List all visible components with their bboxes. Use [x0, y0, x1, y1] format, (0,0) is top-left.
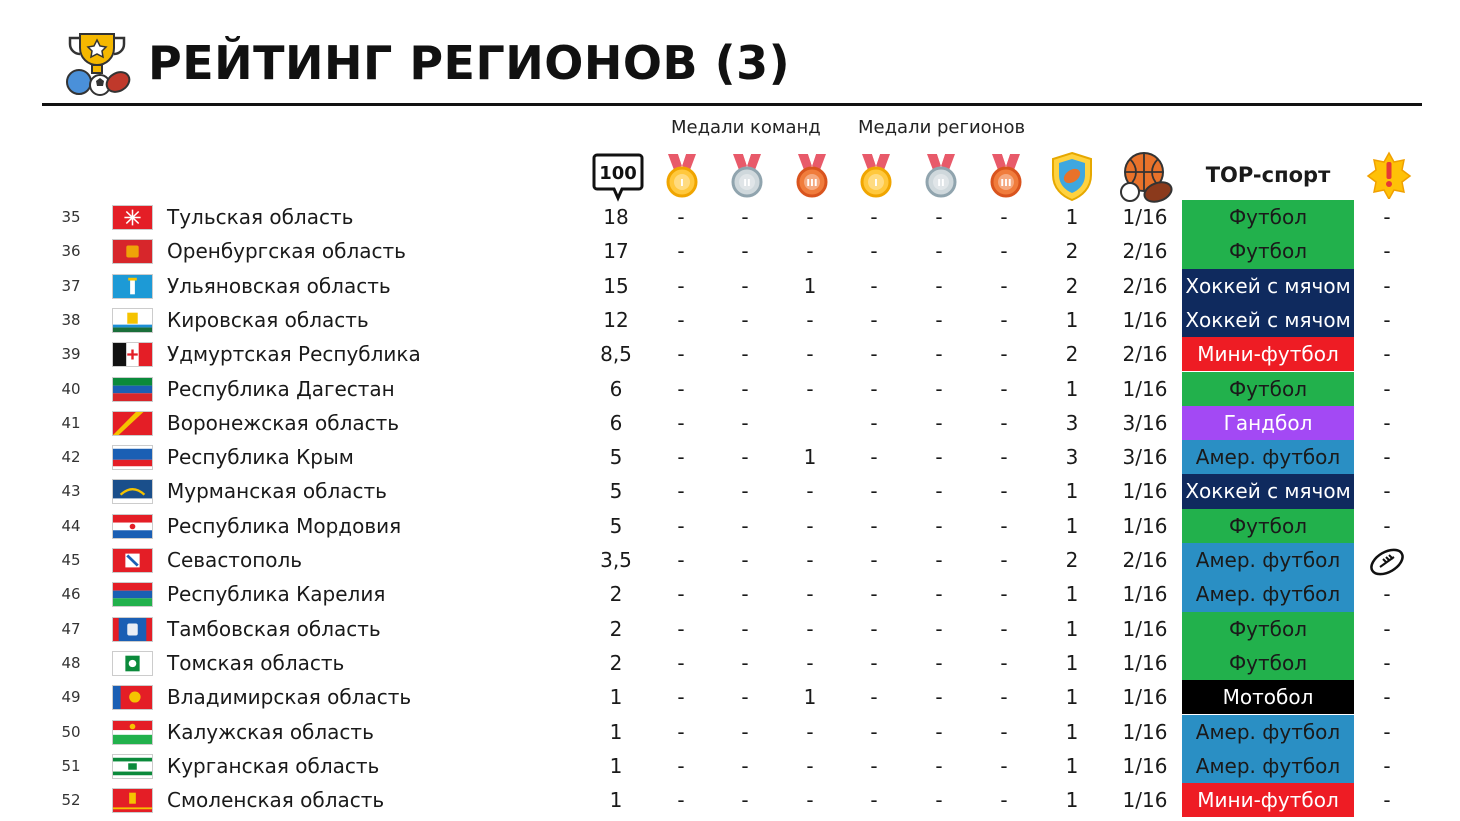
region-flag-icon [112, 685, 153, 710]
region-name: Калужская область [167, 719, 374, 744]
medal-count-1: - [677, 205, 685, 229]
alert-value: - [1383, 582, 1391, 607]
trophy-balls-icon [62, 28, 132, 98]
medal-count-3: 1 [803, 445, 817, 470]
fraction-value: 1/16 [1122, 582, 1168, 607]
region-flag-icon [112, 274, 153, 299]
shield-badge-icon [1048, 150, 1096, 202]
region-flag-icon [112, 788, 153, 813]
medal-count-5: - [935, 479, 943, 504]
medal-count-5: - [935, 239, 943, 264]
table-row [0, 749, 1460, 783]
fraction-value: 1/16 [1122, 650, 1168, 675]
total-value: 1 [1065, 788, 1079, 813]
region-flag-icon [112, 582, 153, 607]
medal-count-6: - [1000, 479, 1008, 504]
fraction-value: 1/16 [1122, 685, 1168, 710]
page-header [62, 28, 790, 98]
alert-value: - [1383, 513, 1391, 538]
medal-count-3: - [806, 788, 814, 813]
total-value: 2 [1065, 548, 1079, 572]
medal-count-1: - [677, 548, 685, 572]
total-value: 1 [1065, 513, 1079, 538]
top-sport-badge: Хоккей с мячом [1182, 474, 1354, 508]
fraction-value: 1/16 [1122, 205, 1168, 229]
medal-count-2: - [741, 205, 749, 229]
score-100-icon [592, 152, 644, 202]
region-flag-icon [112, 377, 153, 402]
table-row [0, 612, 1460, 646]
medal-count-6: - [1000, 376, 1008, 401]
top-sport-badge: Мини-футбол [1182, 337, 1354, 371]
medal-count-4: - [870, 376, 878, 401]
region-name: Курганская область [167, 753, 380, 778]
silver-medal-icon [923, 152, 959, 200]
medal-count-2: - [741, 239, 749, 264]
alert-value: - [1383, 719, 1391, 744]
region-flag-icon [112, 308, 153, 333]
fraction-value: 2/16 [1122, 273, 1168, 298]
medal-count-2: - [741, 307, 749, 332]
medal-count-4: - [870, 410, 878, 435]
table-row [0, 406, 1460, 440]
medal-count-3 [785, 406, 835, 440]
table-row [0, 303, 1460, 337]
region-name: Томская область [167, 650, 345, 675]
top-sport-badge: Гандбол [1182, 406, 1354, 440]
medal-count-4: - [870, 479, 878, 504]
medal-count-5: - [935, 513, 943, 538]
alert-value: - [1383, 205, 1391, 229]
points-value: 2 [609, 616, 623, 641]
alert-value: - [1383, 239, 1391, 264]
medal-count-6: - [1000, 616, 1008, 641]
medal-count-5: - [935, 410, 943, 435]
top-sport-badge: Футбол [1182, 372, 1354, 406]
medal-count-4: - [870, 445, 878, 470]
medal-count-1: - [677, 685, 685, 710]
medal-count-2: - [741, 273, 749, 298]
medal-count-6: - [1000, 719, 1008, 744]
table-row [0, 234, 1460, 268]
fraction-value: 3/16 [1122, 445, 1168, 470]
table-row [0, 440, 1460, 474]
total-value: 2 [1065, 273, 1079, 298]
alert-value: - [1383, 273, 1391, 298]
medal-count-2: - [741, 719, 749, 744]
region-flag-icon [112, 411, 153, 436]
rank-number: 39 [61, 345, 81, 364]
table-row [0, 372, 1460, 406]
medal-count-6: - [1000, 788, 1008, 813]
medal-count-2: - [741, 788, 749, 813]
top-sport-badge: Футбол [1182, 234, 1354, 268]
table-row [0, 337, 1460, 371]
fraction-value: 1/16 [1122, 307, 1168, 332]
region-name: Мурманская область [167, 479, 387, 504]
table-row [0, 577, 1460, 611]
medal-count-4: - [870, 239, 878, 264]
medal-count-3: - [806, 548, 814, 572]
region-flag-icon [112, 342, 153, 367]
table-row [0, 269, 1460, 303]
region-flag-icon [112, 239, 153, 264]
rank-number: 46 [61, 585, 81, 604]
rank-number: 35 [61, 208, 81, 226]
medal-count-6: - [1000, 273, 1008, 298]
region-flag-icon [112, 205, 153, 230]
top-sport-badge: Амер. футбол [1182, 543, 1354, 577]
medal-count-6: - [1000, 205, 1008, 229]
rank-number: 42 [61, 448, 81, 467]
table-row [0, 646, 1460, 680]
total-value: 2 [1065, 239, 1079, 264]
total-value: 1 [1065, 616, 1079, 641]
alert-value: - [1383, 616, 1391, 641]
fraction-value: 1/16 [1122, 753, 1168, 778]
total-value: 1 [1065, 479, 1079, 504]
medal-count-3: - [806, 650, 814, 675]
medal-count-1: - [677, 513, 685, 538]
region-name: Оренбургская область [167, 239, 406, 264]
medal-count-2: - [741, 548, 749, 572]
rank-number: 37 [61, 276, 81, 295]
top-sport-badge: Амер. футбол [1182, 715, 1354, 749]
medal-count-2: - [741, 753, 749, 778]
points-value: 5 [609, 479, 623, 504]
medal-count-3: - [806, 753, 814, 778]
top-sport-badge: Футбол [1182, 200, 1354, 234]
top-sport-badge: Футбол [1182, 646, 1354, 680]
table-row [0, 680, 1460, 714]
medal-count-2: - [741, 650, 749, 675]
medal-count-5: - [935, 719, 943, 744]
region-name: Смоленская область [167, 788, 385, 813]
svg-text:III: III [1000, 178, 1012, 189]
medal-count-2: - [741, 410, 749, 435]
svg-text:I: I [874, 178, 878, 189]
top-sport-badge: Мотобол [1182, 680, 1354, 714]
region-name: Тамбовская область [167, 616, 381, 641]
rank-number: 47 [61, 619, 81, 638]
medal-count-5: - [935, 616, 943, 641]
points-value: 5 [609, 513, 623, 538]
points-value: 17 [603, 239, 629, 264]
medal-count-1: - [677, 719, 685, 744]
region-name: Республика Карелия [167, 582, 386, 607]
region-name: Ульяновская область [167, 273, 391, 298]
total-value: 1 [1065, 753, 1079, 778]
total-value: 1 [1065, 719, 1079, 744]
region-name: Республика Мордовия [167, 513, 402, 538]
top-sport-badge: Мини-футбол [1182, 783, 1354, 817]
medal-count-4: - [870, 513, 878, 538]
medal-count-1: - [677, 753, 685, 778]
medal-count-1: - [677, 479, 685, 504]
medal-count-3: - [806, 376, 814, 401]
rank-number: 41 [61, 413, 81, 432]
rank-number: 52 [61, 791, 81, 810]
medal-count-2: - [741, 445, 749, 470]
points-value: 8,5 [600, 342, 632, 367]
medal-count-5: - [935, 753, 943, 778]
fraction-value: 1/16 [1122, 479, 1168, 504]
region-medals-label: Медали регионов [858, 117, 1026, 138]
total-value: 2 [1065, 342, 1079, 367]
medal-count-3: - [806, 205, 814, 229]
medal-count-6: - [1000, 307, 1008, 332]
alert-value: - [1383, 479, 1391, 504]
medal-count-4: - [870, 719, 878, 744]
medal-count-1: - [677, 376, 685, 401]
rank-number: 51 [61, 756, 81, 775]
medal-count-3: 1 [803, 685, 817, 710]
american-football-icon [1362, 543, 1412, 577]
medal-count-3: 1 [803, 273, 817, 298]
medal-count-5: - [935, 650, 943, 675]
medal-count-6: - [1000, 445, 1008, 470]
medal-count-6: - [1000, 685, 1008, 710]
table-row [0, 474, 1460, 508]
silver-medal-icon [729, 152, 765, 200]
rank-number: 49 [61, 688, 81, 707]
top-sport-badge: Хоккей с мячом [1182, 269, 1354, 303]
medal-count-5: - [935, 376, 943, 401]
bronze-medal-icon [988, 152, 1024, 200]
medal-count-4: - [870, 753, 878, 778]
table-row [0, 543, 1460, 577]
medal-count-4: - [870, 582, 878, 607]
region-flag-icon [112, 479, 153, 504]
fraction-value: 1/16 [1122, 376, 1168, 401]
region-flag-icon [112, 754, 153, 779]
medal-count-1: - [677, 410, 685, 435]
medal-count-3: - [806, 479, 814, 504]
medal-count-4: - [870, 205, 878, 229]
medal-count-4: - [870, 307, 878, 332]
team-medals-label: Медали команд [671, 117, 821, 138]
medal-count-4: - [870, 685, 878, 710]
rank-number: 43 [61, 482, 81, 501]
medal-count-6: - [1000, 650, 1008, 675]
medal-count-5: - [935, 273, 943, 298]
medal-count-4: - [870, 616, 878, 641]
points-value: 2 [609, 582, 623, 607]
rank-number: 38 [61, 310, 81, 329]
total-value: 1 [1065, 685, 1079, 710]
medal-count-4: - [870, 788, 878, 813]
total-value: 1 [1065, 650, 1079, 675]
fraction-value: 2/16 [1122, 239, 1168, 264]
fraction-value: 1/16 [1122, 719, 1168, 744]
top-sport-badge: Амер. футбол [1182, 577, 1354, 611]
total-value: 1 [1065, 307, 1079, 332]
alert-value: - [1383, 342, 1391, 367]
medal-count-1: - [677, 342, 685, 367]
region-flag-icon [112, 651, 153, 676]
medal-count-1: - [677, 616, 685, 641]
rank-number: 40 [61, 379, 81, 398]
top-sport-header: TOP-спорт [1205, 163, 1331, 187]
rank-number: 50 [61, 722, 81, 741]
medal-count-3: - [806, 342, 814, 367]
rank-number: 44 [61, 516, 81, 535]
region-flag-icon [112, 720, 153, 745]
gold-medal-icon [664, 152, 700, 200]
points-value: 6 [609, 410, 623, 435]
medal-count-3: - [806, 616, 814, 641]
region-name: Республика Крым [167, 445, 354, 470]
medal-count-1: - [677, 582, 685, 607]
medal-count-5: - [935, 445, 943, 470]
svg-text:III: III [806, 178, 818, 189]
medal-count-1: - [677, 307, 685, 332]
medal-count-2: - [741, 342, 749, 367]
medal-count-2: - [741, 582, 749, 607]
points-value: 12 [603, 307, 629, 332]
page-title: РЕЙТИНГ РЕГИОНОВ (3) [148, 36, 791, 90]
points-value: 15 [603, 273, 629, 298]
alert-value: - [1383, 788, 1391, 813]
medal-count-3: - [806, 307, 814, 332]
fraction-value: 2/16 [1122, 342, 1168, 367]
top-sport-badge: Футбол [1182, 509, 1354, 543]
table-row [0, 715, 1460, 749]
medal-count-2: - [741, 376, 749, 401]
alert-value: - [1383, 753, 1391, 778]
region-flag-icon [112, 548, 153, 573]
rank-number: 36 [61, 242, 81, 261]
medal-count-1: - [677, 445, 685, 470]
medal-count-5: - [935, 582, 943, 607]
medal-count-6: - [1000, 342, 1008, 367]
alert-value: - [1383, 410, 1391, 435]
region-name: Владимирская область [167, 685, 412, 710]
alert-value: - [1383, 445, 1391, 470]
region-name: Кировская область [167, 307, 369, 332]
sport-balls-icon [1118, 150, 1174, 204]
medal-count-1: - [677, 239, 685, 264]
fraction-value: 1/16 [1122, 513, 1168, 538]
region-flag-icon [112, 445, 153, 470]
medal-count-1: - [677, 650, 685, 675]
alert-value: - [1383, 307, 1391, 332]
alert-value: - [1383, 685, 1391, 710]
svg-text:II: II [743, 178, 751, 189]
points-value: 1 [609, 685, 623, 710]
medal-count-2: - [741, 616, 749, 641]
top-sport-badge: Амер. футбол [1182, 749, 1354, 783]
medal-count-6: - [1000, 239, 1008, 264]
bronze-medal-icon [794, 152, 830, 200]
score-100-text: 100 [599, 163, 637, 184]
medal-count-5: - [935, 685, 943, 710]
top-sport-badge: Хоккей с мячом [1182, 303, 1354, 337]
medal-count-3: - [806, 239, 814, 264]
gold-medal-icon [858, 152, 894, 200]
table-row [0, 783, 1460, 817]
medal-count-3: - [806, 719, 814, 744]
region-name: Тульская область [167, 205, 354, 229]
medal-count-4: - [870, 273, 878, 298]
region-name: Воронежская область [167, 410, 400, 435]
total-value: 1 [1065, 376, 1079, 401]
points-value: 1 [609, 788, 623, 813]
points-value: 2 [609, 650, 623, 675]
header-divider [42, 103, 1422, 106]
medal-count-5: - [935, 307, 943, 332]
medal-count-6: - [1000, 513, 1008, 538]
medal-count-6: - [1000, 582, 1008, 607]
exclamation-star-icon [1366, 151, 1412, 199]
medal-count-5: - [935, 205, 943, 229]
table-row [0, 509, 1460, 543]
fraction-value: 1/16 [1122, 788, 1168, 813]
medal-count-2: - [741, 513, 749, 538]
top-sport-badge: Футбол [1182, 612, 1354, 646]
points-value: 5 [609, 445, 623, 470]
total-value: 3 [1065, 445, 1079, 470]
medal-count-3: - [806, 582, 814, 607]
medal-count-6: - [1000, 548, 1008, 572]
svg-text:II: II [937, 178, 945, 189]
medal-count-2: - [741, 685, 749, 710]
medal-count-5: - [935, 342, 943, 367]
region-name: Севастополь [167, 548, 303, 572]
alert-value: - [1383, 376, 1391, 401]
region-name: Удмуртская Республика [167, 342, 421, 367]
total-value: 1 [1065, 205, 1079, 229]
points-value: 18 [603, 205, 629, 229]
medal-count-4: - [870, 342, 878, 367]
rank-number: 48 [61, 653, 81, 672]
region-flag-icon [112, 514, 153, 539]
total-value: 1 [1065, 582, 1079, 607]
medal-count-2: - [741, 479, 749, 504]
medal-count-1: - [677, 273, 685, 298]
points-value: 6 [609, 376, 623, 401]
svg-text:I: I [680, 178, 684, 189]
medal-count-6: - [1000, 753, 1008, 778]
points-value: 3,5 [600, 548, 632, 572]
medal-count-1: - [677, 788, 685, 813]
medal-count-5: - [935, 548, 943, 572]
fraction-value: 3/16 [1122, 410, 1168, 435]
region-name: Республика Дагестан [167, 376, 395, 401]
table-row [0, 200, 1460, 234]
medal-count-6: - [1000, 410, 1008, 435]
medal-count-4: - [870, 548, 878, 572]
medal-count-5: - [935, 788, 943, 813]
top-sport-badge: Амер. футбол [1182, 440, 1354, 474]
points-value: 1 [609, 753, 623, 778]
medal-count-4: - [870, 650, 878, 675]
alert-value: - [1383, 650, 1391, 675]
total-value: 3 [1065, 410, 1079, 435]
points-value: 1 [609, 719, 623, 744]
rank-number: 45 [61, 551, 81, 569]
fraction-value: 2/16 [1122, 548, 1168, 572]
region-flag-icon [112, 617, 153, 642]
fraction-value: 1/16 [1122, 616, 1168, 641]
medal-count-3: - [806, 513, 814, 538]
